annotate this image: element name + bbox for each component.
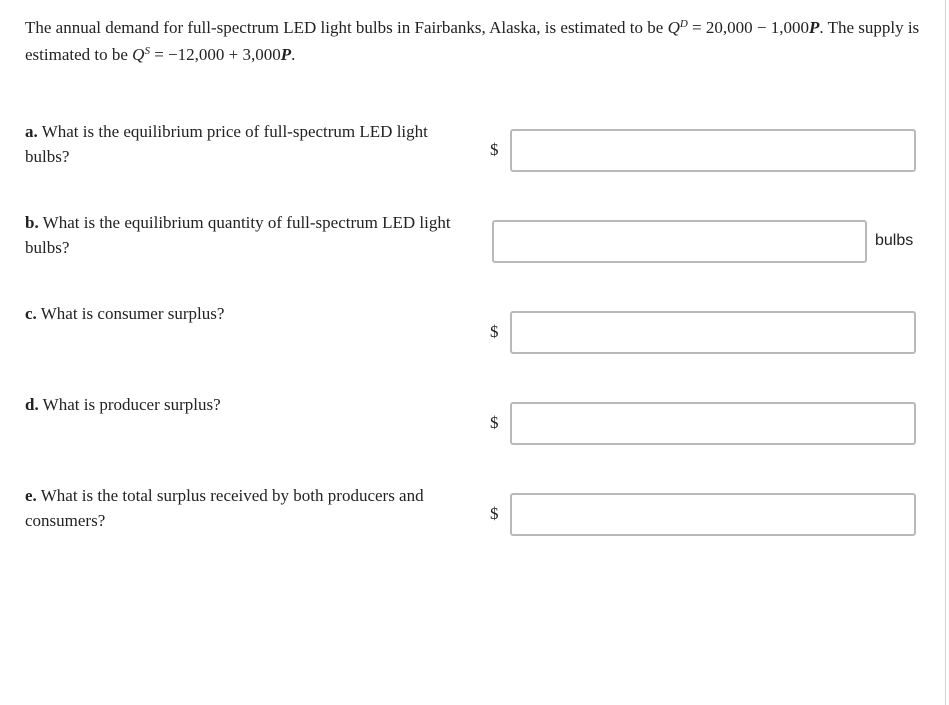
supply-equation: = −12,000 + 3,000 bbox=[149, 45, 281, 64]
question-d bbox=[25, 392, 465, 417]
intro-text-2: . The supply is estimated to be bbox=[25, 18, 920, 64]
question-b bbox=[25, 210, 465, 260]
problem-statement bbox=[25, 14, 930, 68]
question-c-text: What is consumer surplus? bbox=[36, 304, 225, 323]
question-b-unit: bulbs bbox=[875, 232, 914, 249]
question-c-dollar-sign: $ bbox=[490, 322, 499, 341]
question-e-text: What is the total surplus received by both producers and consumers? bbox=[25, 486, 424, 530]
qd-symbol: Q bbox=[667, 18, 680, 37]
qs-superscript: S bbox=[144, 45, 150, 57]
question-c bbox=[25, 301, 465, 326]
question-b-text: What is the equilibrium quantity of full-spectrum LED light bulbs? bbox=[25, 213, 451, 257]
intro-text-1: The annual demand for full-spectrum LED light bulbs in Fairbanks, Alaska, is estimated to be bbox=[25, 18, 668, 37]
question-a-text: What is the equilibrium price of full-spectrum LED light bulbs? bbox=[25, 122, 428, 166]
question-e-letter: e. bbox=[25, 486, 37, 505]
question-b-letter: b. bbox=[25, 213, 39, 232]
question-e bbox=[25, 483, 465, 533]
question-d-letter: d. bbox=[25, 395, 39, 414]
intro-end: . bbox=[291, 45, 296, 64]
question-a bbox=[25, 119, 465, 169]
answer-c-input[interactable] bbox=[510, 311, 916, 354]
question-e-dollar-sign: $ bbox=[490, 504, 499, 523]
qs-symbol: Q bbox=[132, 45, 145, 64]
answer-a-input[interactable] bbox=[510, 129, 916, 172]
answer-d-input[interactable] bbox=[510, 402, 916, 445]
question-a-dollar-sign: $ bbox=[490, 140, 499, 159]
demand-equation: = 20,000 − 1,000 bbox=[687, 18, 809, 37]
question-c-letter: c. bbox=[25, 304, 37, 323]
p-symbol-2: P bbox=[280, 45, 292, 64]
answer-e-input[interactable] bbox=[510, 493, 916, 536]
answer-b-input[interactable] bbox=[492, 220, 867, 263]
p-symbol-1: P bbox=[808, 18, 820, 37]
question-d-text: What is producer surplus? bbox=[38, 395, 221, 414]
question-a-letter: a. bbox=[25, 122, 38, 141]
right-border bbox=[945, 0, 946, 705]
question-d-dollar-sign: $ bbox=[490, 413, 499, 432]
qd-superscript: D bbox=[679, 18, 688, 30]
